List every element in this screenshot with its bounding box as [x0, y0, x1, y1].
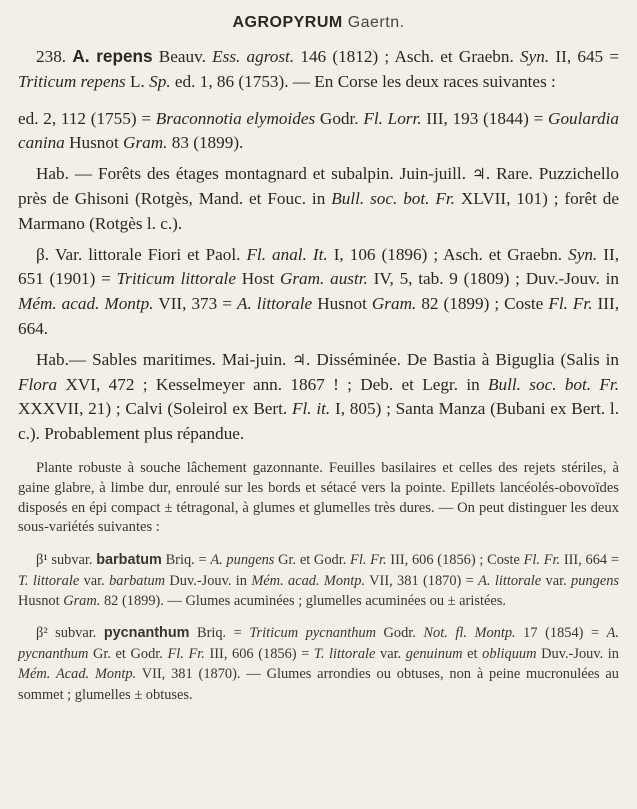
text: Beauv. — [152, 47, 213, 66]
synonym: A. pycnanthum — [18, 625, 620, 662]
perennial-symbol: ♃ — [471, 165, 486, 184]
citation: Mém. Acad. Montp. — [18, 666, 137, 683]
text: Husnot — [64, 133, 124, 153]
text: 82 (1899). — Glumes acuminées ; glumelles acuminées ou ± aristées. — [100, 592, 506, 609]
text: XXXVII, 21) ; Calvi (Soleirol ex Bert. — [18, 399, 293, 419]
synonym: T. littorale — [313, 645, 376, 662]
synonym: barbatum — [109, 572, 166, 589]
citation: Gram. — [123, 133, 168, 153]
synonym: A. littorale — [478, 572, 542, 589]
synonym: pungens — [571, 572, 620, 589]
text: VII, 381 (1870) = — [365, 572, 479, 589]
citation: Syn. — [520, 47, 550, 66]
text: III, 193 (1844) = — [421, 108, 549, 128]
citation: Fl. Fr. — [523, 552, 561, 569]
text: 146 (1812) ; Asch. et Graebn. — [294, 47, 521, 66]
text: Godr. — [315, 108, 364, 128]
species-entry-paragraph — [18, 44, 619, 95]
text: III, 664. — [18, 294, 619, 338]
synonym: T. littorale — [18, 572, 80, 589]
citation: Fl. Fr. — [167, 645, 205, 662]
text: var. — [79, 572, 110, 589]
text: Gr. et Godr. — [274, 552, 351, 569]
description-paragraph — [18, 459, 619, 538]
subvariety-name: barbatum — [96, 552, 162, 569]
synonym: Triticum littorale — [116, 269, 236, 289]
text: XLVII, 101) ; forêt de Marmano (Rotgès l. c.). — [18, 188, 619, 233]
variety-habitat-paragraph — [18, 348, 619, 447]
text: II, 645 = — [549, 47, 620, 66]
text: Husnot — [18, 592, 64, 609]
text: 83 (1899). — [167, 133, 244, 153]
citation: Gram. austr. — [279, 269, 368, 289]
text: 17 (1854) = — [515, 625, 607, 642]
synonym: Triticum pycnanthum — [249, 625, 376, 642]
text: III, 606 (1856) = — [204, 645, 314, 662]
citation: Gram. — [63, 592, 101, 609]
perennial-symbol: ♃ — [292, 350, 307, 369]
variety-paragraph — [18, 243, 619, 342]
text: Host — [235, 269, 280, 289]
synonymy-paragraph — [18, 107, 619, 157]
text: Briq. = — [161, 552, 211, 569]
synonym: obliquum — [482, 645, 537, 662]
synonym: Goulardia canina — [18, 108, 620, 153]
text: Plante robuste à souche lâchement gazonnante. Feuilles basilaires et celles des rejets stériles, à gaine glabre, à limbe dur, enroulé sur les bords et sétacé vers la pointe. Epillets lancéolés-obovoïdes disposés en épi compact ± tétragonal, à glumes et glumelles très dures. — On peut distinguer les deux sous-variétés suivantes : — [18, 459, 619, 536]
synonym: A. littorale — [236, 294, 313, 314]
text: var. — [541, 572, 572, 589]
text: L. — [125, 71, 150, 91]
citation: Not. fl. Montp. — [423, 625, 516, 642]
citation: Fl. Fr. — [350, 552, 387, 569]
text: et — [462, 645, 483, 662]
text: VII, 381 (1870). — Glumes arrondies ou obtuses, non à peine mucronulées au sommet ; glumelles ± obtuses. — [18, 666, 619, 703]
text: II, 651 (1901) = — [18, 244, 619, 289]
citation: Sp. — [149, 71, 171, 91]
text: var. — [375, 645, 406, 662]
text: I, 805) ; Santa Manza (Bubani ex Bert. l. c.). Probablement plus répandue. — [18, 399, 620, 444]
synonym: A. pungens — [210, 552, 275, 569]
citation: Mém. acad. Montp. — [251, 572, 366, 589]
text: III, 606 (1856) ; Coste — [386, 552, 524, 569]
citation: Fl. anal. It. — [246, 244, 328, 264]
text: Godr. — [375, 625, 424, 642]
text: β² subvar. — [36, 625, 104, 642]
text: β¹ subvar. — [36, 552, 97, 569]
text: Hab.— Sables maritimes. Mai-juin. — [36, 349, 293, 369]
synonym: genuinum — [405, 645, 463, 662]
citation: Bull. soc. bot. Fr. — [331, 188, 455, 208]
text: . Rare. Puzzichello près de Ghisoni (Rotgès, Mand. et Fouc. in — [18, 164, 619, 208]
genus-author: Gaertn. — [347, 14, 405, 31]
citation: Fl. it. — [292, 399, 331, 419]
page-header — [18, 14, 619, 32]
citation: Mém. acad. Montp. — [18, 294, 154, 314]
text: Duv.-Jouv. in — [165, 572, 252, 589]
text: Husnot — [312, 294, 372, 314]
text: III, 664 = — [560, 552, 619, 569]
text: Gr. et Godr. — [88, 645, 168, 662]
text: Hab. — Forêts des étages montagnard et subalpin. Juin-juill. — [36, 164, 472, 184]
species-number: 238. — [36, 47, 67, 66]
text: ed. 2, 112 (1755) = — [18, 108, 156, 128]
text: VII, 373 = — [153, 294, 237, 314]
citation: Fl. Lorr. — [363, 108, 422, 128]
text: ed. 1, 86 (1753). — En Corse les deux races suivantes : — [170, 71, 556, 91]
citation: Ess. agrost. — [212, 47, 295, 66]
text: 82 (1899) ; Coste — [416, 294, 549, 314]
text: . Disséminée. De Bastia à Biguglia (Salis in — [306, 349, 619, 369]
synonym: Triticum repens — [18, 71, 126, 91]
citation: Bull. soc. bot. Fr. — [488, 374, 619, 394]
text: IV, 5, tab. 9 (1809) ; Duv.-Jouv. in — [367, 269, 619, 289]
subvariety-name: pycnanthum — [103, 625, 190, 642]
text: Briq. = — [189, 625, 250, 642]
text: I, 106 (1896) ; Asch. et Graebn. — [327, 244, 569, 264]
species-name: A. repens — [72, 46, 153, 66]
habitat-paragraph — [18, 162, 619, 236]
citation: Syn. — [568, 244, 598, 264]
subvariety-pycnanthum-paragraph — [18, 623, 619, 705]
subvariety-barbatum-paragraph — [18, 550, 619, 611]
text: β. Var. littorale Fiori et Paol. — [36, 244, 247, 264]
citation: Fl. Fr. — [548, 294, 593, 314]
genus-title: AGROPYRUM — [232, 14, 343, 31]
citation: Gram. — [371, 294, 417, 314]
synonym: Braconnotia elymoides — [155, 108, 316, 128]
text: XVI, 472 ; Kesselmeyer ann. 1867 ! ; Deb. et Legr. in — [57, 374, 489, 394]
citation: Flora — [18, 374, 58, 394]
text: Duv.-Jouv. in — [536, 645, 619, 662]
